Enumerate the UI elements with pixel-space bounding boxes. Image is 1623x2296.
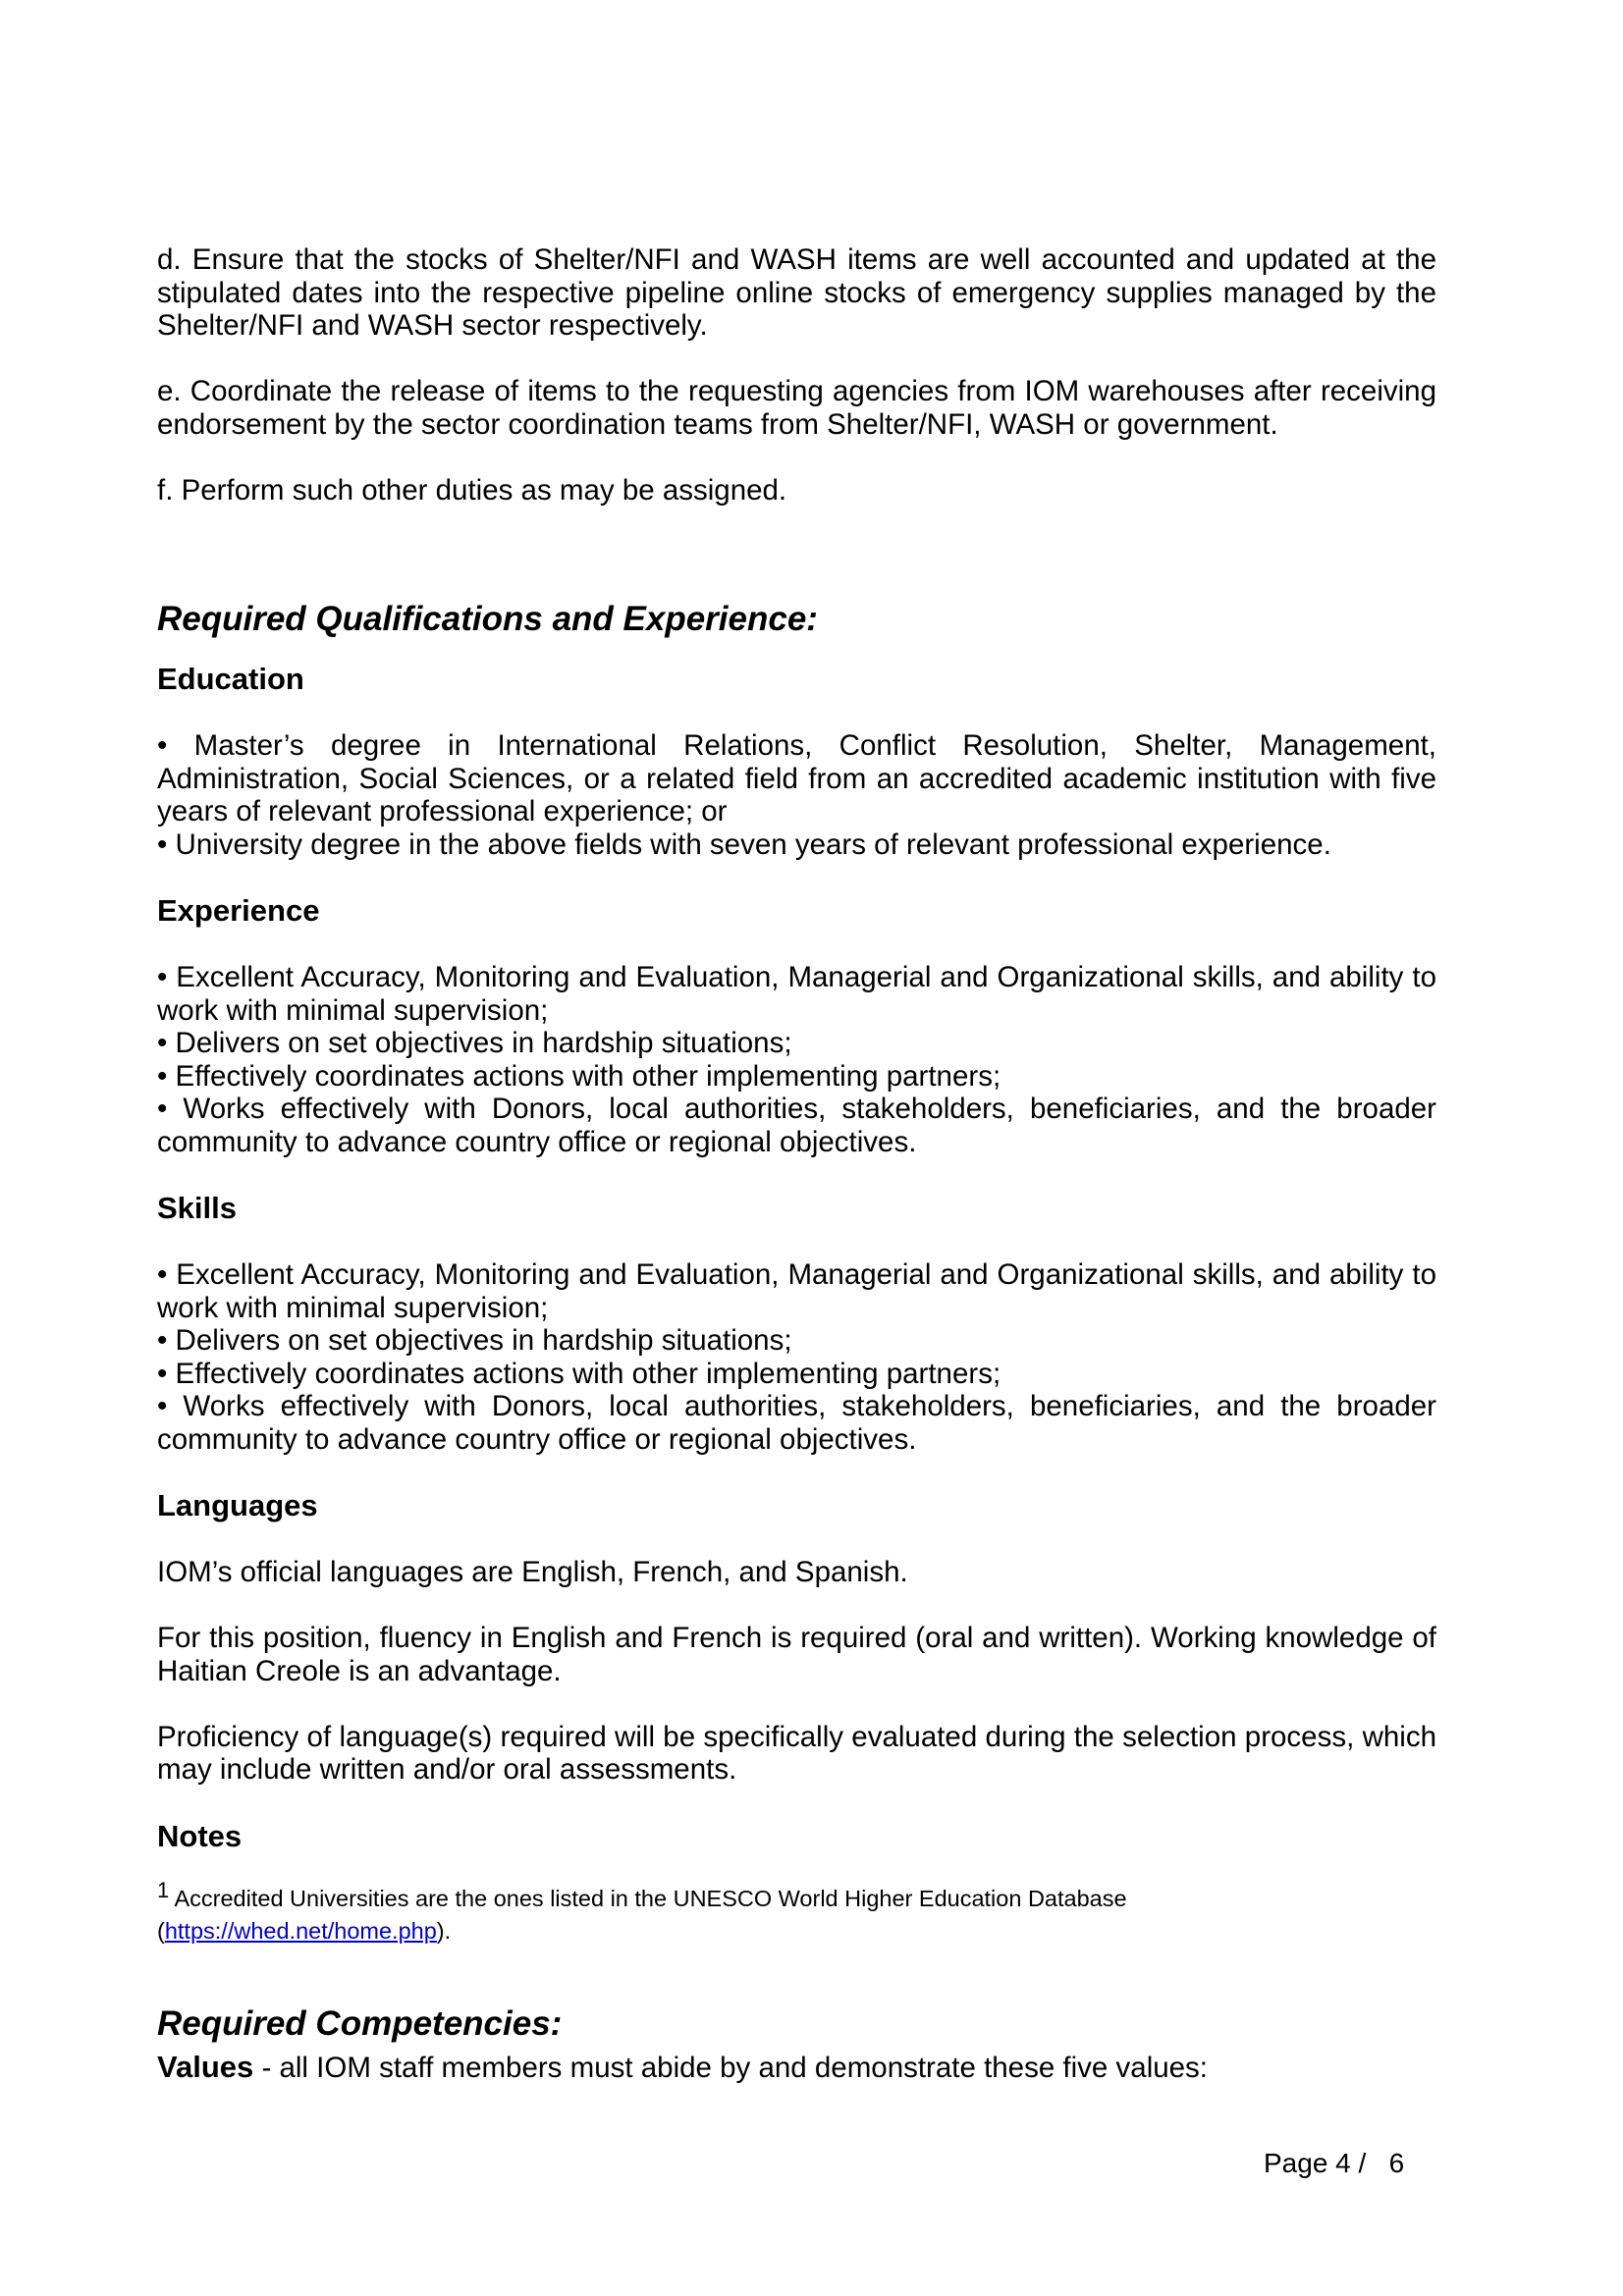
notes-heading: Notes [157, 1818, 243, 1853]
languages-heading: Languages [157, 1488, 318, 1522]
footnote-close-paren: ). [436, 1917, 452, 1944]
experience-heading: Experience [157, 893, 320, 928]
duty-e: e. Coordinate the release of items to the requesting agencies from IOM warehouses after receiving endorsement by the sector coordination teams from Shelter/NFI, WASH or government. [157, 375, 1436, 441]
duty-f: f. Perform such other duties as may be assigned. [157, 473, 787, 507]
values-text: - all IOM staff members must abide by and demonstrate these five values: [253, 2051, 1209, 2084]
list-item: • Delivers on set objectives in hardship situations; [157, 1027, 792, 1059]
values-label: Values [157, 2049, 254, 2084]
list-item: • Excellent Accuracy, Monitoring and Evaluation, Managerial and Organizational skills, and ability to work with minimal supervision; [157, 961, 1436, 1027]
list-item: • Works effectively with Donors, local authorities, stakeholders, beneficiaries, and the broader community to advance country office or regional objectives. [157, 1390, 1436, 1456]
languages-official: IOM’s official languages are English, French, and Spanish. [157, 1556, 908, 1588]
footnote-line-1 [157, 1874, 1436, 1915]
page-number: Page 4 / 6 [1264, 2148, 1405, 2178]
whed-link[interactable]: https://whed.net/home.php [164, 1917, 437, 1944]
list-item: • University degree in the above fields with seven years of relevant professional experience. [157, 828, 1331, 861]
footnote-open-paren: ( [157, 1917, 165, 1944]
skills-heading: Skills [157, 1191, 237, 1225]
list-item: • Delivers on set objectives in hardship situations; [157, 1324, 792, 1357]
list-item: • Effectively coordinates actions with other implementing partners; [157, 1059, 1001, 1093]
values-line [157, 2050, 1436, 2086]
education-heading: Education [157, 662, 304, 696]
experience-list [157, 961, 1436, 1158]
list-item: • Effectively coordinates actions with other implementing partners; [157, 1357, 1001, 1390]
footnote-text: Accredited Universities are the ones listed in the UNESCO World Higher Education Database [174, 1885, 1127, 1911]
languages-requirement: For this position, fluency in English and French is required (oral and written). Working knowledge of Haitian Creole is an advantage. [157, 1622, 1436, 1687]
qualifications-heading: Required Qualifications and Experience: [157, 600, 818, 638]
languages-evaluation: Proficiency of language(s) required will be specifically evaluated during the selection process, which may include written and/or oral assessments. [157, 1720, 1436, 1786]
duty-d: d. Ensure that the stocks of Shelter/NFI and WASH items are well accounted and updated at the stipulated dates into the respective pipeline online stocks of emergency supplies managed by the Shelter/NFI and WASH sector respectively. [157, 243, 1436, 342]
document-page [157, 243, 1436, 2086]
footnote-marker: 1 [157, 1877, 170, 1902]
competencies-heading: Required Competencies: [157, 2003, 563, 2043]
footnote [157, 1874, 1436, 1948]
education-list [157, 729, 1436, 861]
list-item: • Works effectively with Donors, local authorities, stakeholders, beneficiaries, and the broader community to advance country office or regional objectives. [157, 1093, 1436, 1158]
list-item: • Excellent Accuracy, Monitoring and Evaluation, Managerial and Organizational skills, and ability to work with minimal supervision; [157, 1258, 1436, 1324]
list-item: • Master’s degree in International Relations, Conflict Resolution, Shelter, Management, Administration, Social Sciences, or a related field from an accredited academic institution with five years of relevant professional experience; or [157, 729, 1436, 828]
skills-list [157, 1258, 1436, 1456]
footnote-line-2 [157, 1915, 1436, 1948]
